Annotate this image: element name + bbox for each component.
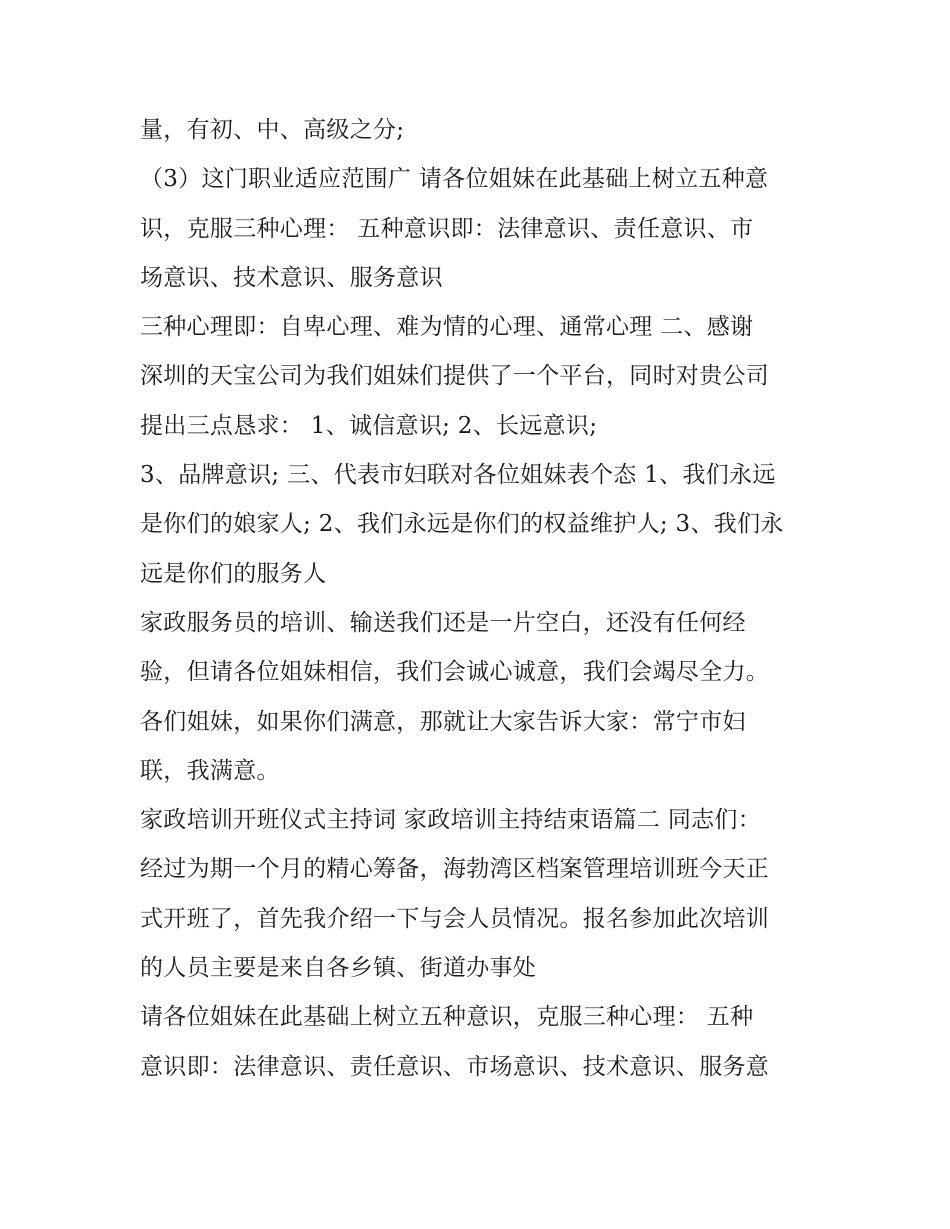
text-line: 量，有初、中、高级之分; (140, 117, 405, 143)
text-line: 远是你们的服务人 (140, 560, 327, 587)
text-line: 家政培训开班仪式主持词 家政培训主持结束语篇二 同志们： (140, 807, 762, 834)
text-line: 联，我满意。 (140, 757, 280, 784)
text-line: 请各位姐妹在此基础上树立五种意识，克服三种心理： 五种 (140, 1004, 754, 1031)
text-line: 式开班了，首先我介绍一下与会人员情况。报名参加此次培训 (140, 905, 770, 932)
text-line: 是你们的娘家人; 2、我们永远是你们的权益维护人; 3、我们永 (140, 511, 784, 538)
text-line: 各们姐妹，如果你们满意，那就让大家告诉大家：常宁市妇 (140, 708, 746, 735)
text-line: 意识即：法律意识、责任意识、市场意识、技术意识、服务意 (140, 1053, 770, 1080)
text-line: 场意识、技术意识、服务意识 (140, 264, 443, 291)
text-line: 验，但请各位姐妹相信，我们会诚心诚意，我们会竭尽全力。 (140, 659, 770, 686)
document-body (140, 106, 820, 1092)
text-line: 识，克服三种心理： 五种意识即：法律意识、责任意识、市 (140, 215, 754, 242)
text-line: 3、品牌意识; 三、代表市妇联对各位姐妹表个态 1、我们永远 (140, 462, 776, 489)
text-line: 三种心理即：自卑心理、难为情的心理、通常心理 二、感谢 (140, 314, 754, 341)
text-line: 家政服务员的培训、输送我们还是一片空白，还没有任何经 (140, 609, 746, 636)
text-line: 深圳的天宝公司为我们姐妹们提供了一个平台，同时对贵公司 (140, 363, 770, 390)
text-line: （3）这门职业适应范围广 请各位姐妹在此基础上树立五种意 (140, 166, 769, 193)
text-line: 提出三点恳求： 1、诚信意识; 2、长远意识; (140, 412, 598, 439)
text-line: 的人员主要是来自各乡镇、街道办事处 (140, 955, 537, 982)
text-line: 经过为期一个月的精心筹备，海勃湾区档案管理培训班今天正 (140, 856, 770, 883)
